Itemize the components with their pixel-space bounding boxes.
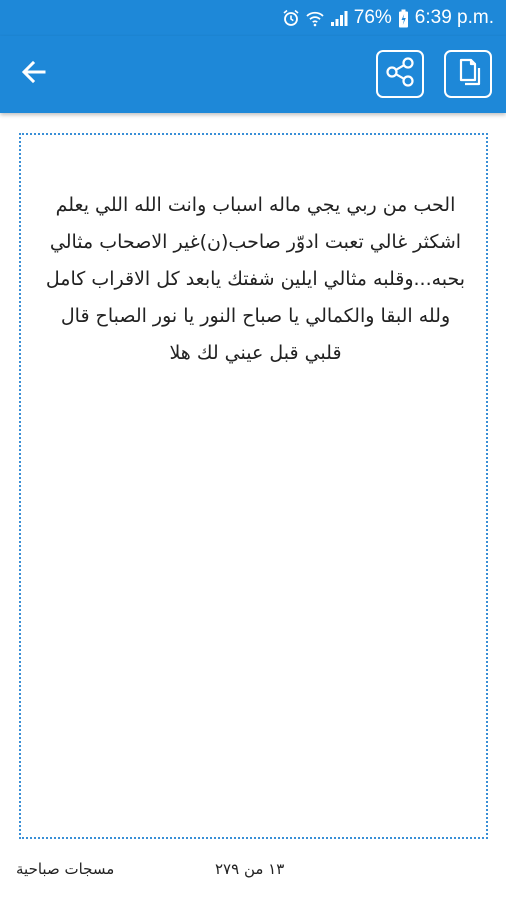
message-text: الحب من ربي يجي ماله اسباب وانت الله اللي يعلم اشكثر غالي تعبت ادوّر صاحب(ن)غير الاصحاب مثالي بحبه...وقلبه مثالي ايلين شفتك يابعد كل الاقراب كامل ولله البقا والكمالي يا صباح النور يا نور الصباح قال قلبي قبل عيني لك هلا [45,194,466,364]
alarm-icon [282,9,300,27]
share-button[interactable] [376,50,424,98]
back-button[interactable] [10,50,58,98]
clock: 6:39 p.m. [414,7,494,28]
wifi-icon [306,9,324,27]
message-card [19,133,488,839]
share-icon [384,56,416,92]
app-bar [0,36,506,113]
status-bar [0,0,506,36]
category-title: مسجات صباحية [16,860,115,878]
copy-icon [452,56,484,92]
battery-icon [398,9,409,28]
message-counter: ١٣ من ٢٧٩ [215,860,285,878]
battery-percent: 76% [353,7,392,28]
signal-icon [330,9,348,27]
arrow-left-icon [20,58,48,90]
copy-button[interactable] [444,50,492,98]
